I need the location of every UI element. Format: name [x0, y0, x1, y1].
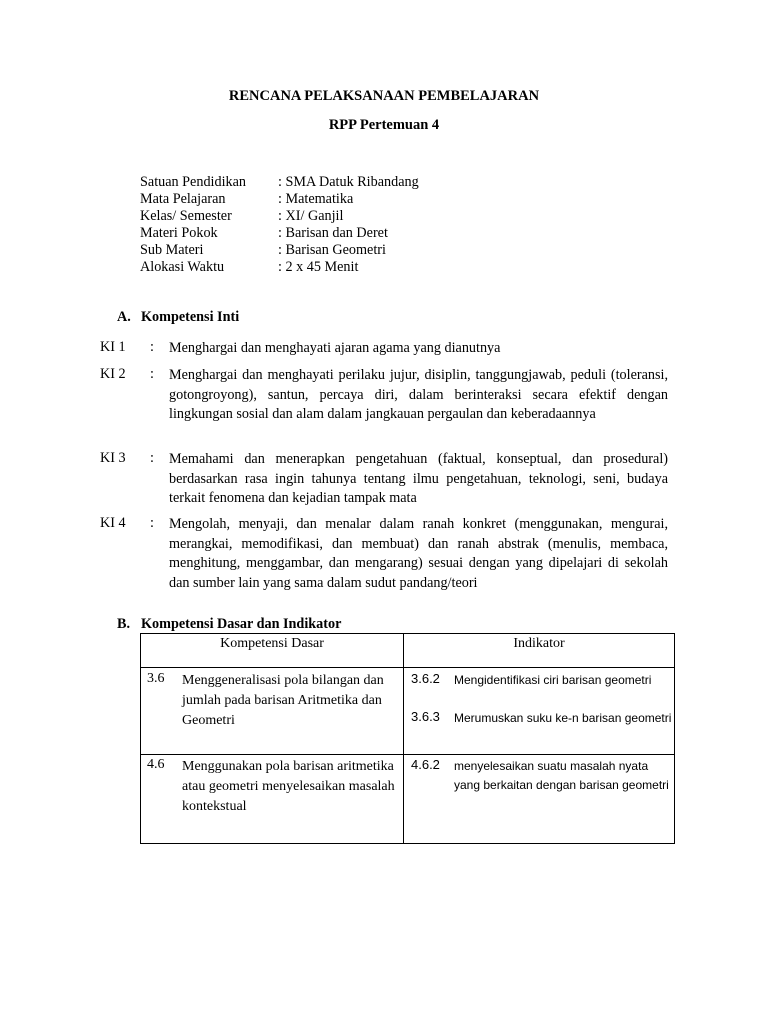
identity-key: Alokasi Waktu [140, 259, 225, 275]
table-row [141, 668, 675, 755]
ki-code: KI 2 [100, 366, 126, 382]
table-header-indikator: Indikator [404, 634, 675, 668]
identity-row-submateri [140, 242, 419, 259]
document-subtitle: RPP Pertemuan 4 [328, 117, 440, 133]
indikator-text: Mengidentifikasi ciri barisan geometri [454, 673, 652, 687]
identity-row-satuan [140, 174, 419, 191]
indikator-number: 3.6.2 [411, 671, 440, 686]
identity-row-mapel [140, 191, 419, 208]
ki-colon: : [150, 339, 154, 355]
ki-colon: : [150, 450, 154, 466]
identity-row-kelas [140, 208, 419, 225]
identity-key: Materi Pokok [140, 225, 218, 241]
kd-text: Menggeneralisasi pola bilangan dan jumlah pada barisan Aritmetika dan Geometri [182, 673, 384, 728]
indikator-cell [404, 668, 675, 755]
identity-value: : Matematika [278, 191, 354, 207]
indikator-number: 4.6.2 [411, 757, 440, 772]
identity-value: : XI/ Ganjil [278, 208, 344, 224]
document-title: RENCANA PELAKSANAAN PEMBELAJARAN [228, 88, 540, 104]
section-a-title: Kompetensi Inti [141, 309, 240, 325]
ki-code: KI 3 [100, 450, 126, 466]
kd-number: 4.6 [147, 757, 165, 772]
kd-number: 3.6 [147, 671, 165, 686]
indikator-text: Merumuskan suku ke-n barisan geometri [454, 711, 672, 725]
ki-colon: : [150, 366, 154, 382]
indikator-cell [404, 755, 675, 844]
table-header-kd: Kompetensi Dasar [141, 634, 404, 668]
indikator-number: 3.6.3 [411, 709, 440, 724]
identity-value: : Barisan Geometri [278, 242, 386, 258]
identity-value: : SMA Datuk Ribandang [278, 174, 419, 190]
kd-text: Menggunakan pola barisan aritmetika atau geometri menyelesaikan masalah kontekstual [182, 759, 395, 814]
kd-indikator-table [140, 633, 675, 844]
section-b-heading [117, 616, 341, 633]
section-b-letter: B. [117, 616, 131, 632]
identity-row-alokasi [140, 259, 419, 276]
table-row [141, 755, 675, 844]
identity-block [140, 174, 419, 276]
ki-code: KI 4 [100, 515, 126, 531]
identity-value: : Barisan dan Deret [278, 225, 388, 241]
identity-value: : 2 x 45 Menit [278, 259, 359, 275]
section-b-title: Kompetensi Dasar dan Indikator [141, 616, 342, 632]
table-header-row [141, 634, 675, 668]
ki-text: Mengolah, menyaji, dan menalar dalam ranah konkret (menggunakan, mengurai, merangkai, memodifikasi, dan membuat) dan ranah abstrak (menulis, membaca, menghitung, menggambar, dan mengarang) sesuai dengan yang dipelajari di sekolah dan sumber lain yang sama dalam sudut pandang/teori [169, 516, 668, 591]
indikator-text: menyelesaikan suatu masalah nyata yang berkaitan dengan barisan geometri [454, 759, 669, 792]
section-a-heading [117, 309, 239, 326]
kd-cell [141, 668, 404, 755]
ki-code: KI 1 [100, 339, 126, 355]
identity-key: Kelas/ Semester [140, 208, 232, 224]
ki-colon: : [150, 515, 154, 531]
identity-key: Sub Materi [140, 242, 204, 258]
identity-key: Satuan Pendidikan [140, 174, 246, 190]
ki-text: Memahami dan menerapkan pengetahuan (faktual, konseptual, dan prosedural) berdasarkan rasa ingin tahunya tentang ilmu pengetahuan, teknologi, seni, budaya terkait fenomena dan kejadian tampak mata [169, 451, 668, 506]
ki-text: Menghargai dan menghayati ajaran agama yang dianutnya [169, 340, 501, 356]
kd-cell [141, 755, 404, 844]
section-a-letter: A. [117, 309, 131, 325]
ki-text: Menghargai dan menghayati perilaku jujur, disiplin, tanggungjawab, peduli (toleransi, gotongroyong), santun, percaya diri, dalam berinteraksi secara efektif dengan lingkungan sosial dan alam dalam jangkauan pergaulan dan keberadaannya [169, 367, 668, 422]
identity-key: Mata Pelajaran [140, 191, 226, 207]
identity-row-materi [140, 225, 419, 242]
